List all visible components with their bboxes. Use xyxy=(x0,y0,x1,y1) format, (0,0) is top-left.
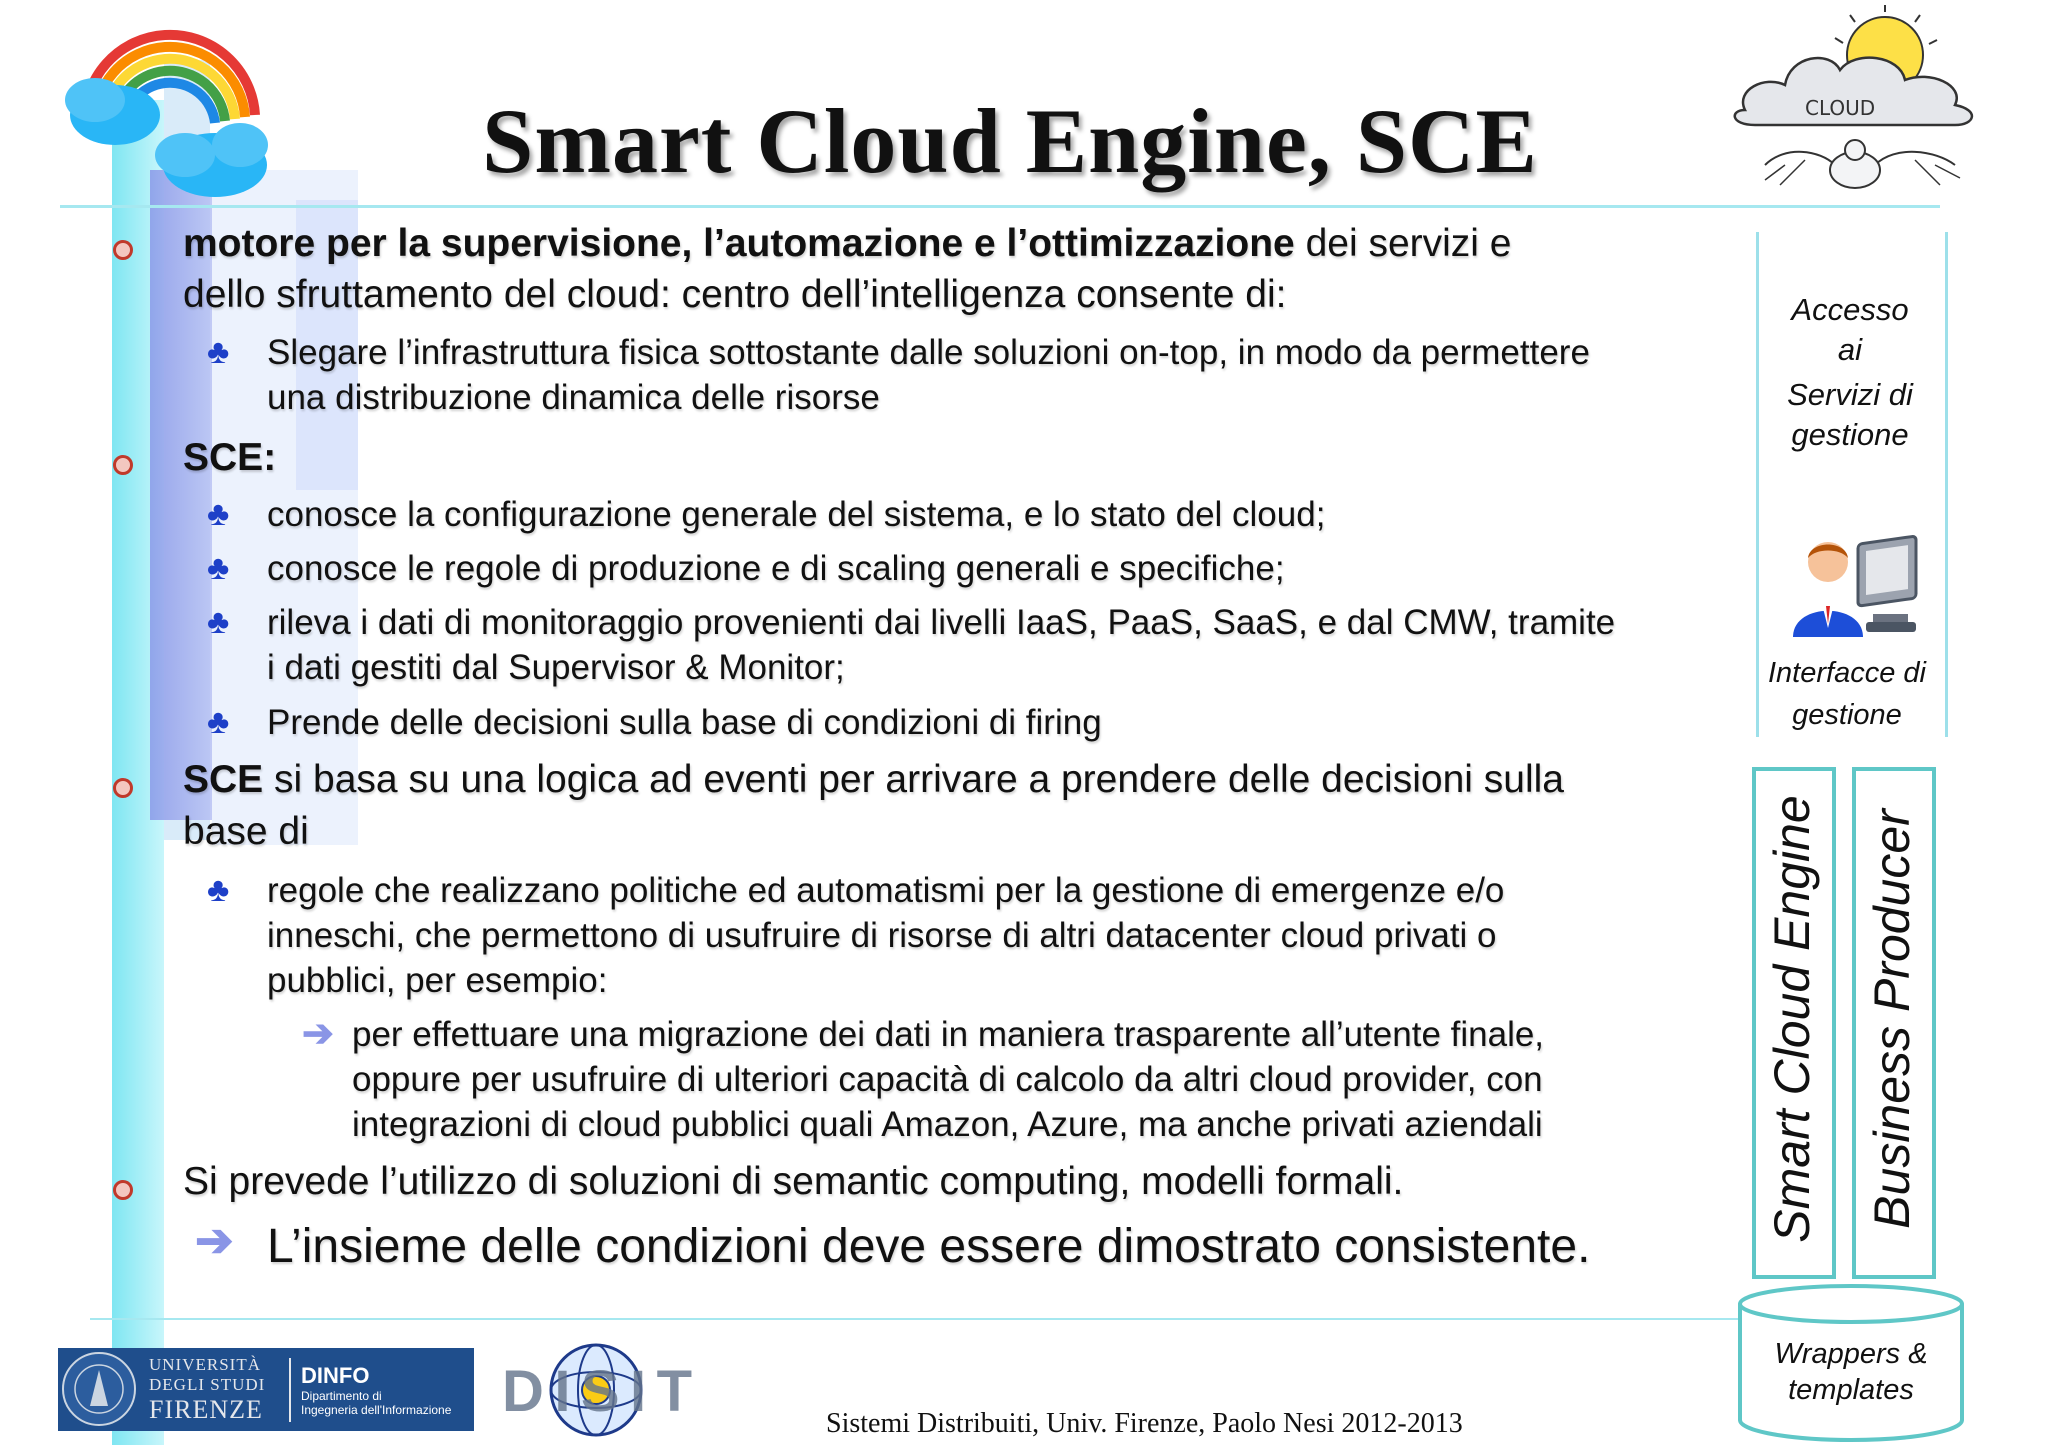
dinfo-text: DINFO Dipartimento di Ingegneria dell'Informazione xyxy=(301,1362,452,1417)
club-bullet-icon: ♣ xyxy=(207,871,230,909)
bullet-2-sub-2: conosce le regole di produzione e di scaling generali e specifiche; xyxy=(267,549,1285,588)
bullet-3-sub-1: regole che realizzano politiche ed automatismi per la gestione di emergenze e/o xyxy=(267,871,1505,910)
business-producer-label: Business Producer xyxy=(1864,809,1920,1229)
club-bullet-icon: ♣ xyxy=(207,603,230,641)
club-bullet-icon: ♣ xyxy=(207,495,230,533)
disit-logo xyxy=(498,1335,698,1445)
disit-text: DISIT xyxy=(502,1359,692,1424)
bullet-2-sub-4: Prende delle decisioni sulla base di condizioni di firing xyxy=(267,703,1102,742)
bullet-3: SCE si basa su una logica ad eventi per arrivare a prendere delle decisioni sulla xyxy=(183,758,1564,801)
user-computer-icon xyxy=(1788,532,1928,652)
bullet-2-sub-1: conosce la configurazione generale del sistema, e lo stato del cloud; xyxy=(267,495,1326,534)
title-divider xyxy=(60,205,1940,208)
club-bullet-icon: ♣ xyxy=(207,549,230,587)
logo-separator xyxy=(289,1358,291,1422)
bullet-marker xyxy=(113,240,133,260)
rainbow-cloud-icon xyxy=(55,5,275,205)
bullet-2: SCE: xyxy=(183,436,277,479)
page-title: Smart Cloud Engine, SCE xyxy=(482,90,1538,192)
svg-text:CLOUD: CLOUD xyxy=(1805,96,1876,120)
club-bullet-icon: ♣ xyxy=(207,703,230,741)
bullet-5: L’insieme delle condizioni deve essere dimostrato consistente. xyxy=(267,1220,1591,1273)
smart-cloud-engine-label: Smart Cloud Engine xyxy=(1764,795,1820,1243)
footer-divider xyxy=(90,1318,1950,1320)
bullet-marker xyxy=(113,778,133,798)
footer-text: Sistemi Distribuiti, Univ. Firenze, Paolo Nesi 2012-2013 xyxy=(826,1408,1463,1439)
bullet-1-line2: dello sfruttamento del cloud: centro dell’intelligenza consente di: xyxy=(183,273,1287,316)
bullet-1: motore per la supervisione, l’automazione e l’ottimizzazione dei servizi e xyxy=(183,222,1512,265)
unifi-dinfo-logo xyxy=(58,1348,474,1431)
sidebar-access-text: Accesso ai Servizi di gestione xyxy=(1787,292,1913,452)
bullet-3-sub-1-sub-1-line2: oppure per usufruire di ulteriori capacità di calcolo da altri cloud provider, con xyxy=(352,1060,1543,1099)
bullet-2-sub-3-line2: i dati gestiti dal Supervisor & Monitor; xyxy=(267,648,845,687)
bullet-3-sub-1-line3: pubblici, per esempio: xyxy=(267,961,608,1000)
club-bullet-icon: ♣ xyxy=(207,333,230,371)
wrappers-text: Wrappers & templates xyxy=(1774,1338,1928,1406)
arrow-bullet-icon: ➔ xyxy=(302,1013,334,1055)
sidebar-iface-text: Interfacce di gestione xyxy=(1768,657,1926,731)
bullet-1-sub-1-line2: una distribuzione dinamica delle risorse xyxy=(267,378,880,417)
bullet-3-sub-1-sub-1-line3: integrazioni di cloud pubblici quali Amazon, Azure, ma anche privati aziendali xyxy=(352,1105,1543,1144)
bullet-4: Si prevede l’utilizzo di soluzioni di semantic computing, modelli formali. xyxy=(183,1160,1404,1203)
bullet-3-line2: base di xyxy=(183,810,309,853)
university-seal-icon xyxy=(58,1348,141,1431)
bullet-3-sub-1-sub-1: per effettuare una migrazione dei dati in maniera trasparente all’utente finale, xyxy=(352,1015,1545,1054)
unifi-text: UNIVERSITÀ DEGLI STUDI FIRENZE xyxy=(149,1354,266,1424)
bullet-2-sub-3: rileva i dati di monitoraggio provenienti dai livelli IaaS, PaaS, SaaS, e dal CMW, tramite xyxy=(267,603,1616,642)
bullet-marker xyxy=(113,1180,133,1200)
bullet-3-sub-1-line2: inneschi, che permettono di usufruire di risorse di altri datacenter cloud privati o xyxy=(267,916,1497,955)
bullet-1-sub-1: Slegare l’infrastruttura fisica sottostante dalle soluzioni on-top, in modo da permettere xyxy=(267,333,1590,372)
bullet-marker xyxy=(113,455,133,475)
arrow-bullet-icon: ➔ xyxy=(195,1214,234,1266)
cloud-sketch-icon xyxy=(1725,0,1995,230)
